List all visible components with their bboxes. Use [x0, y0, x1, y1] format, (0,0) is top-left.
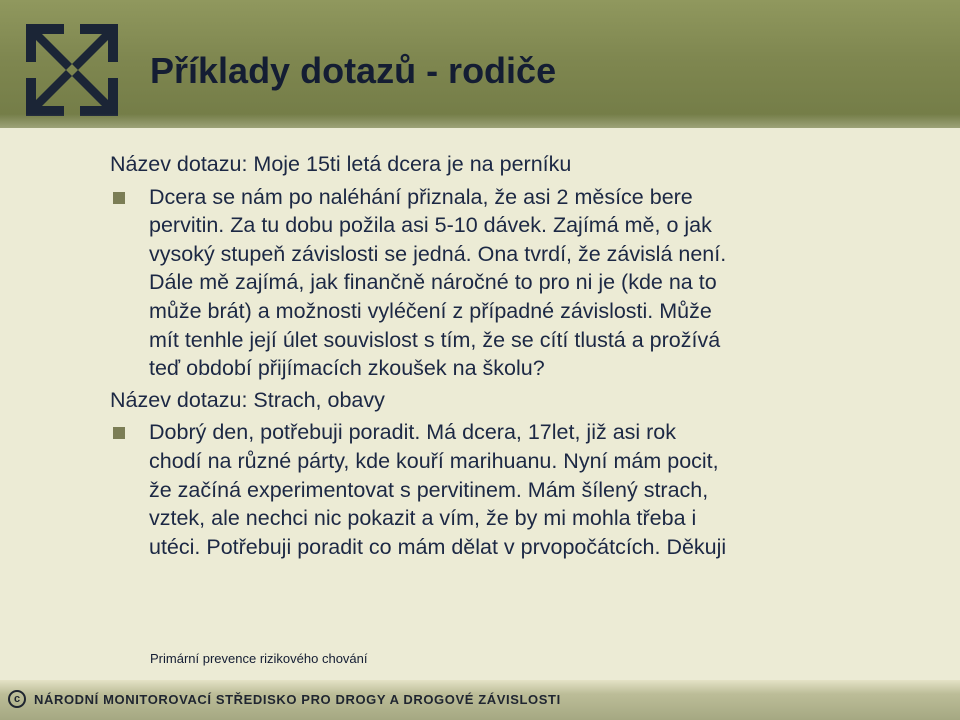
query-text-line: vysoký stupeň závislosti se jedná. Ona tvrdí, že závislá není. — [149, 241, 727, 266]
query-text-line: Dobrý den, potřebuji poradit. Má dcera, 17let, již asi rok — [149, 420, 677, 445]
footer-bar — [0, 680, 960, 720]
slide-content — [110, 150, 870, 564]
query-text-line: Dále mě zajímá, jak finančně náročné to pro ni je (kde na to — [149, 270, 717, 295]
query-text-line: pervitin. Za tu dobu požila asi 5-10 dávek. Zajímá mě, o jak — [149, 213, 712, 238]
query-text-line: chodí na různé párty, kde kouří marihuanu. Nyní mám pocit, — [149, 448, 719, 473]
footer-organization: NÁRODNÍ MONITOROVACÍ STŘEDISKO PRO DROGY A DROGOVÉ ZÁVISLOSTI — [34, 692, 561, 707]
square-bullet-icon — [113, 192, 125, 204]
query-text-line: Dcera se nám po naléhání přiznala, že asi 2 měsíce bere — [149, 184, 693, 209]
query-text-bullet — [110, 418, 870, 561]
query-title: Název dotazu: Moje 15ti letá dcera je na perníku — [110, 152, 572, 176]
query-text-line: teď období přijímacích zkoušek na školu? — [149, 356, 545, 381]
slide-header — [0, 0, 960, 128]
query-text-line: může brát) a možnosti vyléčení z případné závislosti. Může — [149, 298, 712, 323]
slide-title: Příklady dotazů - rodiče — [150, 50, 557, 91]
copyright-icon: c — [8, 690, 26, 708]
query-text-line: mít tenhle její úlet souvislost s tím, že se cítí tlustá a prožívá — [149, 327, 721, 352]
footer-label: Primární prevence rizikového chování — [150, 651, 368, 666]
query-text-bullet — [110, 183, 870, 383]
square-bullet-icon — [113, 427, 125, 439]
query-text-line: utéci. Potřebuji poradit co mám dělat v prvopočátcích. Děkuji — [149, 534, 727, 559]
query-title: Název dotazu: Strach, obavy — [110, 387, 385, 412]
arrows-x-logo-icon — [16, 14, 128, 126]
query-text-line: že začíná experimentovat s pervitinem. Mám šílený strach, — [149, 477, 709, 502]
query-text-line: vztek, ale nechci nic pokazit a vím, že by mi mohla třeba i — [149, 506, 697, 531]
